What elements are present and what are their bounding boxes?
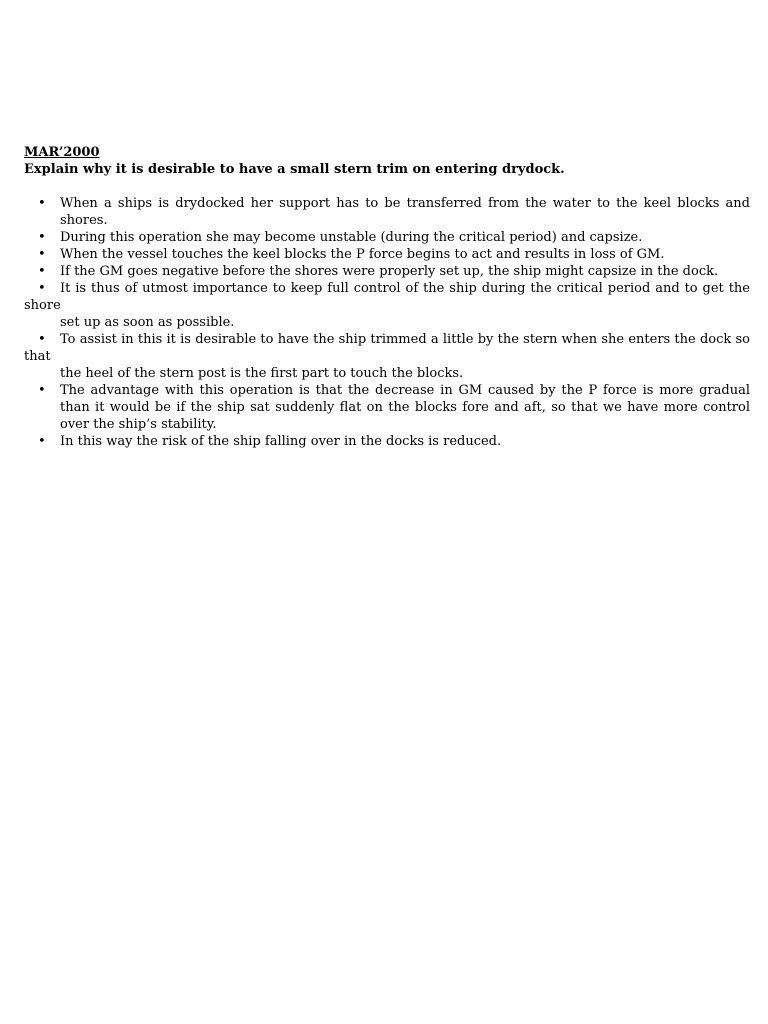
list-item bbox=[24, 195, 750, 229]
bullet-icon: • bbox=[38, 247, 46, 262]
list-item-text: When a ships is drydocked her support has to be transferred from the water to the keel blocks and shores. bbox=[60, 196, 750, 228]
bullet-icon: • bbox=[38, 281, 46, 296]
bullet-icon: • bbox=[38, 264, 46, 279]
question-text: Explain why it is desirable to have a small stern trim on entering drydock. bbox=[24, 162, 565, 177]
list-item-text: In this way the risk of the ship falling over in the docks is reduced. bbox=[60, 434, 502, 449]
bullet-icon: • bbox=[38, 332, 46, 347]
list-item-text: To assist in this it is desirable to have the ship trimmed a little by the stern when she enters the dock so that bbox=[24, 332, 750, 364]
list-item-continuation: the heel of the stern post is the first part to touch the blocks. bbox=[60, 366, 464, 381]
list-item-text: If the GM goes negative before the shores were properly set up, the ship might capsize in the dock. bbox=[60, 264, 719, 279]
list-item bbox=[24, 229, 750, 246]
bullet-icon: • bbox=[38, 196, 46, 211]
bullet-icon: • bbox=[38, 434, 46, 449]
list-item bbox=[24, 433, 750, 450]
list-item-text: When the vessel touches the keel blocks the P force begins to act and results in loss of GM. bbox=[60, 247, 665, 262]
list-item bbox=[24, 263, 750, 280]
list-item bbox=[24, 246, 750, 263]
question-heading bbox=[24, 144, 565, 178]
exam-reference: MAR’2000 bbox=[24, 145, 100, 160]
list-item-text: The advantage with this operation is that the decrease in GM caused by the P force is more gradual than it would be if the ship sat suddenly flat on the blocks fore and aft, so that we have more control over the ship’s stability. bbox=[60, 383, 750, 432]
list-item-continuation: set up as soon as possible. bbox=[60, 315, 235, 330]
list-item bbox=[24, 280, 750, 331]
list-item bbox=[24, 331, 750, 382]
list-item-text: It is thus of utmost importance to keep full control of the ship during the critical period and to get the shore bbox=[24, 281, 750, 313]
bullet-icon: • bbox=[38, 230, 46, 245]
list-item-text: During this operation she may become unstable (during the critical period) and capsize. bbox=[60, 230, 643, 245]
list-item bbox=[24, 382, 750, 433]
bullet-icon: • bbox=[38, 383, 46, 398]
answer-bullet-list bbox=[24, 195, 750, 450]
